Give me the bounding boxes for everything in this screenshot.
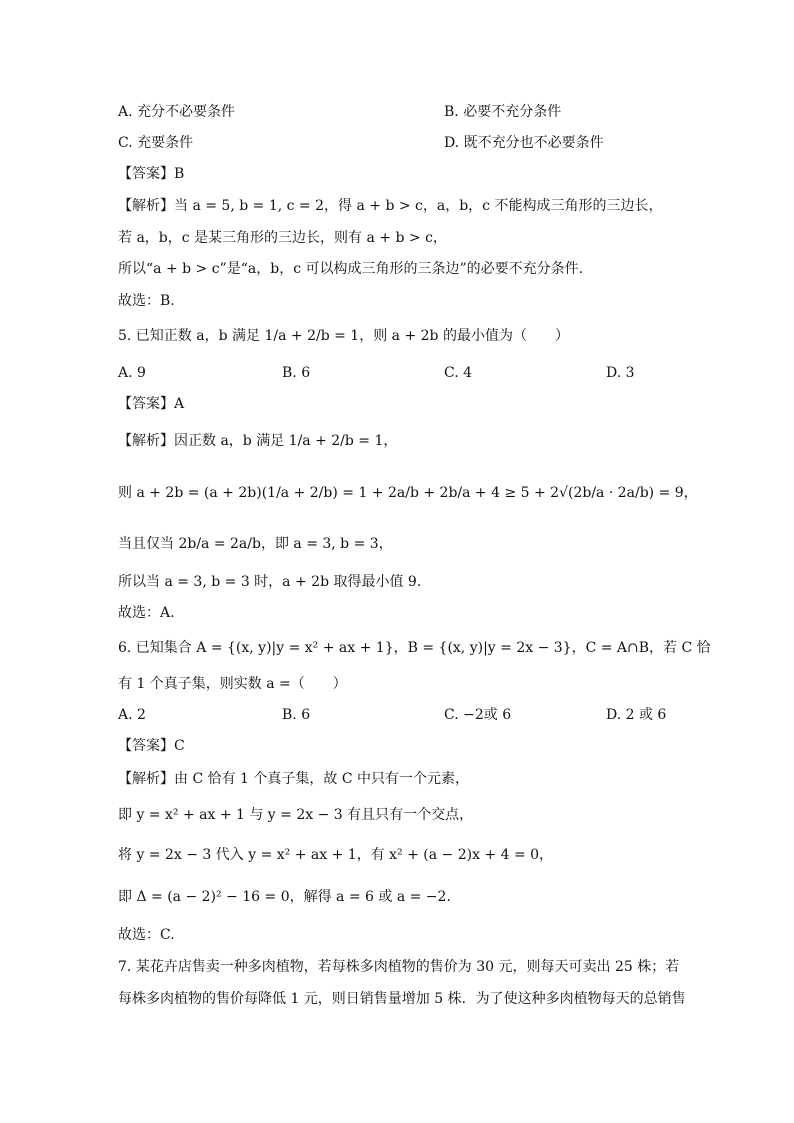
q4-answer: 【答案】B [118,166,185,182]
q5-option-c: C. 4 [444,365,473,381]
q5-analysis-line-2: 则 a + 2b = (a + 2b)(1/a + 2/b) = 1 + 2a/b + 2b/a + 4 ≥ 5 + 2√(2b/a · 2a/b) = 9， [118,485,698,501]
q6-option-b: B. 6 [282,707,311,723]
q6-option-c: C. −2或 6 [444,707,512,723]
q6-analysis-line-4: 即 Δ = (a − 2)² − 16 = 0，解得 a = 6 或 a = −2. [118,889,451,905]
q5-answer: 【答案】A [118,396,185,412]
q6-option-a: A. 2 [118,707,146,723]
q5-option-a: A. 9 [118,365,146,381]
q7-stem-line-2: 每株多肉植物的售价每降低 1 元，则日销售量增加 5 株．为了使这种多肉植物每天的总销售 [118,991,686,1007]
q7-stem-line-1: 7. 某花卉店售卖一种多肉植物，若每株多肉植物的售价为 30 元，则每天可卖出 25 株；若 [118,959,680,975]
q6-stem-line-1: 6. 已知集合 A = {(x, y)|y = x² + ax + 1}，B = {(x, y)|y = 2x − 3}，C = A∩B，若 C 恰 [118,640,711,656]
q4-analysis-line-4: 故选：B. [118,293,175,309]
q4-analysis-line-3: 所以“a + b > c”是“a，b，c 可以构成三角形的三条边”的必要不充分条件. [118,261,584,277]
q4-analysis-line-1: 【解析】当 a = 5, b = 1, c = 2，得 a + b > c，a，b，c 不能构成三角形的三边长， [118,198,663,214]
q4-option-a: A. 充分不必要条件 [118,104,236,120]
q5-analysis-line-1: 【解析】因正数 a，b 满足 1/a + 2/b = 1， [118,433,398,449]
q6-answer: 【答案】C [118,738,185,754]
q6-stem-line-2: 有 1 个真子集，则实数 a =（ ） [118,676,347,692]
q5-option-d: D. 3 [606,365,635,381]
q6-analysis-line-2: 即 y = x² + ax + 1 与 y = 2x − 3 有且只有一个交点， [118,807,474,823]
q5-analysis-line-5: 故选：A. [118,605,175,621]
q6-analysis-line-1: 【解析】由 C 恰有 1 个真子集，故 C 中只有一个元素， [118,771,470,787]
q4-option-c: C. 充要条件 [118,135,194,151]
q5-analysis-line-4: 所以当 a = 3, b = 3 时，a + 2b 取得最小值 9. [118,574,422,590]
q4-analysis-line-2: 若 a，b，c 是某三角形的三边长，则有 a + b > c， [118,230,447,246]
q6-analysis-line-5: 故选：C. [118,927,175,943]
q4-option-d: D. 既不充分也不必要条件 [444,135,604,151]
q6-analysis-line-3: 将 y = 2x − 3 代入 y = x² + ax + 1，有 x² + (a − 2)x + 4 = 0， [118,847,554,863]
q5-analysis-line-3: 当且仅当 2b/a = 2a/b，即 a = 3, b = 3， [118,536,393,552]
q5-option-b: B. 6 [282,365,311,381]
q6-option-d: D. 2 或 6 [606,707,667,723]
q5-stem: 5. 已知正数 a，b 满足 1/a + 2/b = 1，则 a + 2b 的最小值为（ ） [118,328,569,344]
q4-option-b: B. 必要不充分条件 [444,104,562,120]
